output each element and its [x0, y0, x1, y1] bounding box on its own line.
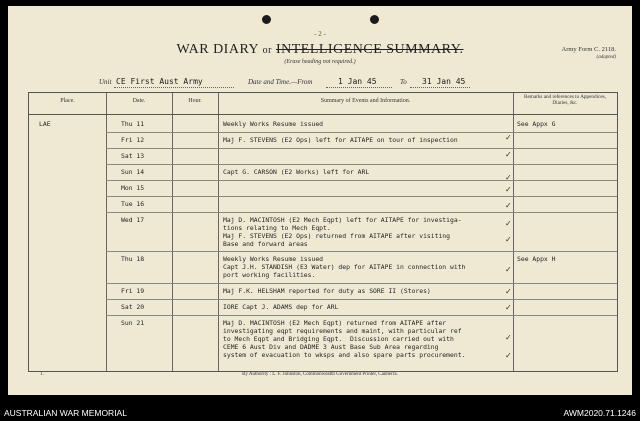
- row-divider: [106, 212, 617, 213]
- tick-mark-icon: ✓: [505, 150, 512, 159]
- unit-line: [114, 87, 234, 88]
- row-date: Sun 21: [121, 319, 145, 327]
- row-divider: [106, 180, 617, 181]
- row-divider: [106, 196, 617, 197]
- row-summary: Maj F.K. HELSHAM reported for duty as SORE II (Stores): [223, 287, 431, 295]
- header-place: Place.: [60, 98, 75, 104]
- page-title: [8, 42, 632, 58]
- row-date: Thu 11: [121, 120, 145, 128]
- punch-hole: [262, 15, 271, 24]
- row-remarks: See Appx H: [517, 255, 556, 263]
- title-prefix: WAR DIARY: [176, 42, 259, 57]
- col-divider: [513, 93, 514, 371]
- to-label: To: [400, 78, 407, 86]
- date-label: Date and Time.—From: [248, 78, 313, 86]
- tick-mark-icon: ✓: [505, 133, 512, 142]
- row-remarks: See Appx G: [517, 120, 556, 128]
- subtitle: (Erase heading not required.): [284, 59, 356, 65]
- tick-mark-icon: ✓: [505, 351, 512, 360]
- col-divider: [218, 93, 219, 371]
- header-summary: Summary of Events and Information.: [320, 98, 411, 104]
- row-date: Sat 13: [121, 152, 145, 160]
- row-date: Wed 17: [121, 216, 145, 224]
- tick-mark-icon: ✓: [505, 173, 512, 182]
- punch-hole: [370, 15, 379, 24]
- row-summary: Maj F. STEVENS (E2 Ops) left for AITAPE on tour of inspection: [223, 136, 458, 144]
- diary-page: [8, 6, 632, 395]
- row-date: Fri 12: [121, 136, 145, 144]
- row-date: Fri 19: [121, 287, 145, 295]
- row-summary: Weekly Works Resume issued Capt J.H. STANDISH (E3 Water) dep for AITAPE in connection with port working facilities.: [223, 255, 466, 279]
- diary-table: [28, 92, 618, 372]
- header-hour: Hour.: [188, 98, 202, 104]
- tick-mark-icon: ✓: [505, 185, 512, 194]
- row-divider: [106, 164, 617, 165]
- caption-left: AUSTRALIAN WAR MEMORIAL: [4, 408, 127, 418]
- tick-mark-icon: ✓: [505, 265, 512, 274]
- header-remarks: Remarks and references to Appendices, Diaries, &c.: [524, 94, 606, 106]
- row-date: Sun 14: [121, 168, 145, 176]
- to-value: 31 Jan 45: [422, 77, 466, 86]
- tick-mark-icon: ✓: [505, 333, 512, 342]
- row-summary: Capt G. CARSON (E2 Works) left for ARL: [223, 168, 370, 176]
- row-place: LAE: [39, 120, 51, 128]
- row-divider: [106, 283, 617, 284]
- footer-authority: By Authority : L. F. Johnston, Commonwealth Government Printer, Canberra.: [242, 372, 398, 377]
- row-date: Tue 16: [121, 200, 145, 208]
- row-summary: Maj D. MACINTOSH (E2 Mech Eqpt) left for AITAPE for investiga- tions relating to Mech Eqpt. Maj F. STEVENS (E2 Ops) returned from AITAPE after visiting Base and forward areas: [223, 216, 462, 248]
- row-summary: Weekly Works Resume issued: [223, 120, 324, 128]
- army-form-label: [562, 46, 616, 62]
- unit-value: CE First Aust Army: [116, 77, 203, 86]
- from-value: 1 Jan 45: [338, 77, 377, 86]
- tick-mark-icon: ✓: [505, 219, 512, 228]
- army-form-number: Army Form C. 2118.: [561, 46, 616, 53]
- header-date: Date.: [132, 98, 146, 104]
- row-divider: [106, 132, 617, 133]
- row-divider: [106, 148, 617, 149]
- tick-mark-icon: ✓: [505, 287, 512, 296]
- row-divider: [106, 315, 617, 316]
- header-divider: [29, 114, 617, 115]
- page-number: - 2 -: [314, 30, 326, 38]
- col-divider: [106, 93, 107, 371]
- to-line: [410, 87, 470, 88]
- row-divider: [106, 299, 617, 300]
- unit-label: Unit: [99, 78, 112, 86]
- row-date: Sat 20: [121, 303, 145, 311]
- tick-mark-icon: ✓: [505, 303, 512, 312]
- row-date: Mon 15: [121, 184, 145, 192]
- army-form-sub: (adapted): [596, 55, 616, 60]
- from-line: [326, 87, 392, 88]
- col-divider: [172, 93, 173, 371]
- caption-right: AWM2020.71.1246: [563, 408, 636, 418]
- row-summary: IORE Capt J. ADAMS dep for ARL: [223, 303, 339, 311]
- tick-mark-icon: ✓: [505, 201, 512, 210]
- footer-number: 1.: [40, 372, 44, 377]
- title-struck: INTELLIGENCE SUMMARY.: [275, 42, 464, 57]
- row-divider: [106, 251, 617, 252]
- tick-mark-icon: ✓: [505, 235, 512, 244]
- row-date: Thu 18: [121, 255, 145, 263]
- row-summary: Maj D. MACINTOSH (E2 Mech Eqpt) returned from AITAPE after investigating eqpt requirements and maint, with particular ref to Mech Eqpt and Bridging Eqpt. Discussion carried out with CEME 6 Aust Div and DADME 3 Aust Base Sub Area regarding system of evacuation to wksps and also spare parts procurement.: [223, 319, 466, 359]
- title-or: or: [262, 45, 272, 56]
